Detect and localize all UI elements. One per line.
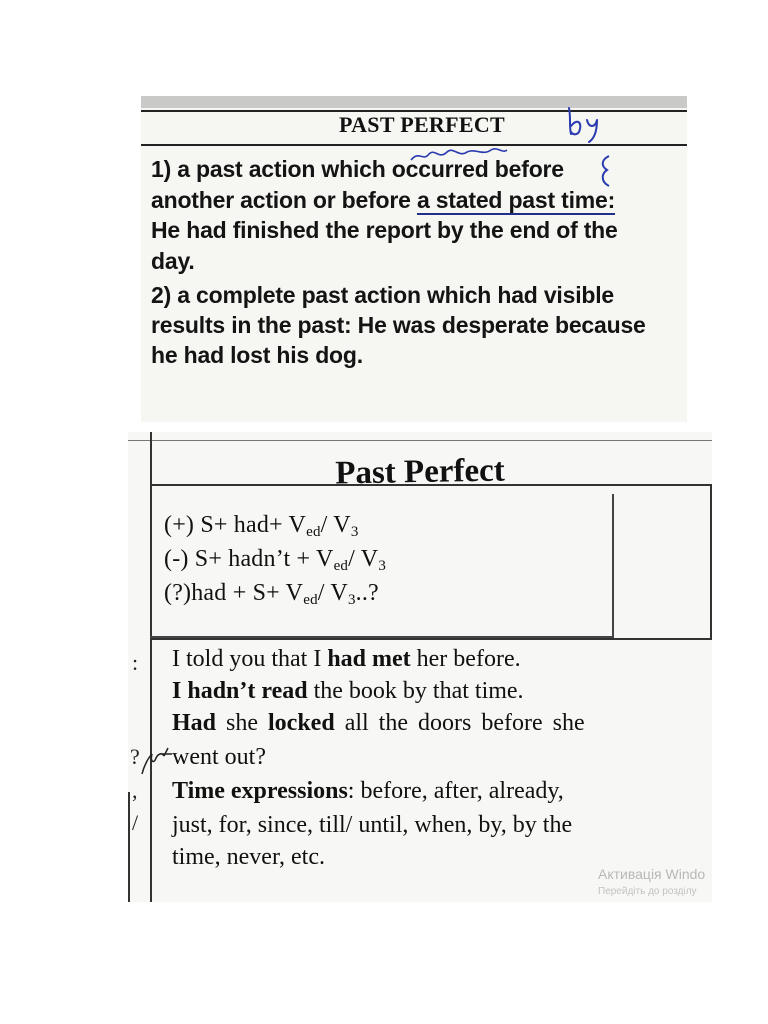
formula-question: (?)had + $S+ V_{ed}/$ $V_3$..? [164,580,379,608]
formula-negative: (-) S+ hadn’t + $V_{ed}/$ $V_3$ [164,546,387,574]
time-expressions-line-2: just, for, since, till/ until, when, by, by the [172,812,573,838]
example-line-1: I told you that I had met her before. [172,646,521,672]
formula-table [150,484,712,640]
formula-affirmative: (+) $S+ had+ V_{ed}/$ $V_3$ [164,512,359,540]
margin-mark-colon: : [132,650,139,675]
outer-margin-rule [128,792,130,902]
definition-line-7: he had lost his dog. [151,342,363,368]
scan-past-perfect-definition [141,96,687,422]
definition-line-2: another action or before a stated past time: [151,187,616,213]
underlined-phrase: a stated past time: [416,187,616,213]
rules-title: Past Perfect [334,452,506,492]
definition-line-5: 2) a complete past action which had visible [151,282,615,308]
scan-past-perfect-rules [128,432,712,902]
scan-top-band [141,96,687,108]
margin-mark-slash: / [132,810,139,835]
windows-activation-watermark: Активація Windo [598,866,706,882]
definition-line-6: results in the past: He was desperate because [151,312,646,338]
definition-line-4: day. [151,248,195,274]
definition-title: PAST PERFECT [339,112,505,137]
table-header-rule [141,144,687,146]
example-line-3: Had she locked all the doors before she [172,710,585,736]
time-expressions-line-1: Time expressions: before, after, already, [172,778,564,804]
windows-activation-subtext: Перейдіть до розділу [598,886,697,897]
time-expressions-line-3: time, never, etc. [172,844,325,870]
scan-top-rule [128,440,712,441]
handwritten-start-annotation [138,744,174,780]
margin-mark-question: ? [130,744,140,769]
formula-box [150,494,614,638]
example-line-4: went out? [172,744,266,770]
margin-mark-comma: , [132,778,138,803]
example-line-2: I hadn’t read the book by that time. [172,678,524,704]
definition-line-3: He had finished the report by the end of the [151,217,618,243]
handwritten-bracket-mark [597,152,617,192]
definition-line-1: 1) a past action which occurred before [151,156,564,182]
